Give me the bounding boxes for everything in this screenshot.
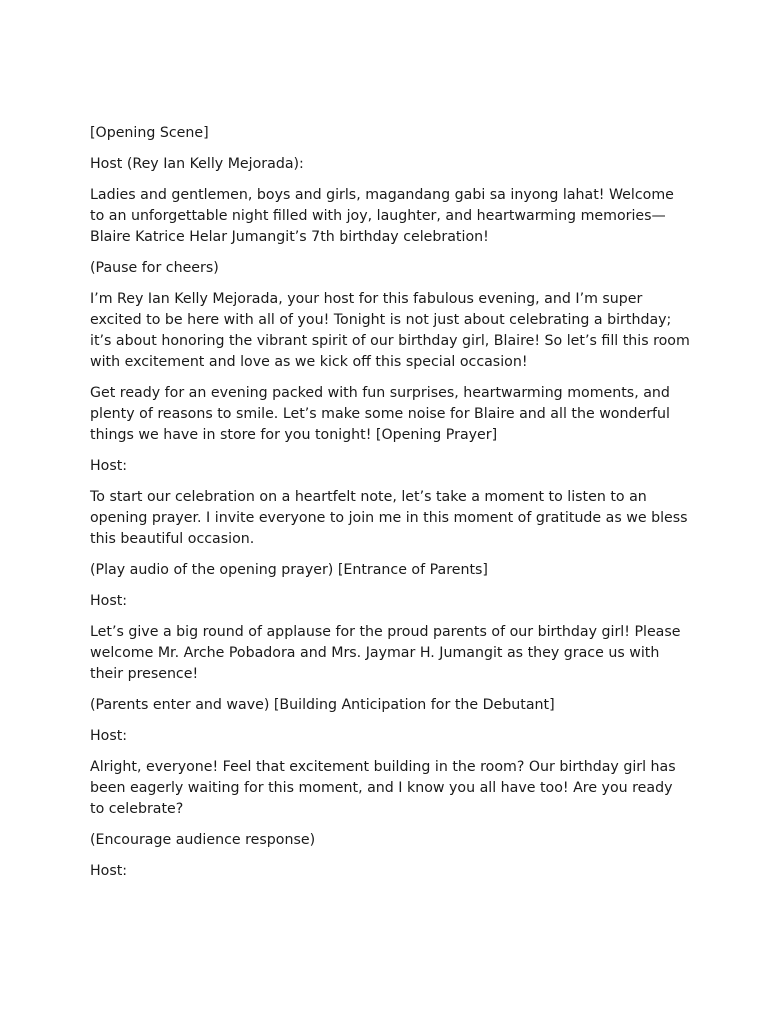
host-speech: Alright, everyone! Feel that excitement building in the room? Our birthday girl has been eagerly waiting for this moment, and I know you all have too! Are you ready to celebrate? (90, 759, 676, 817)
speaker-line: Host: (90, 863, 128, 879)
stage-direction: (Play audio of the opening prayer) [Entrance of Parents] (90, 562, 488, 578)
speaker-line: Host: (90, 593, 128, 609)
host-speech: Get ready for an evening packed with fun surprises, heartwarming moments, and plenty of reasons to smile. Let’s make some noise for Blaire and all the wonderful things we have in store for you tonight! [Opening Prayer] (90, 385, 670, 443)
host-speech: Let’s give a big round of applause for the proud parents of our birthday girl! Please welcome Mr. Arche Pobadora and Mrs. Jaymar H. Jumangit as they grace us with their presence! (90, 624, 681, 682)
stage-direction: (Parents enter and wave) [Building Anticipation for the Debutant] (90, 697, 555, 713)
speaker-line: Host: (90, 728, 128, 744)
stage-direction: (Encourage audience response) (90, 832, 316, 848)
stage-direction: (Pause for cheers) (90, 260, 219, 276)
speaker-line: Host: (90, 458, 128, 474)
document-page (90, 123, 690, 892)
speaker-line: Host (Rey Ian Kelly Mejorada): (90, 156, 304, 172)
scene-heading: [Opening Scene] (90, 125, 209, 141)
host-speech: To start our celebration on a heartfelt note, let’s take a moment to listen to an opening prayer. I invite everyone to join me in this moment of gratitude as we bless this beautiful occasion. (90, 489, 688, 547)
host-speech: I’m Rey Ian Kelly Mejorada, your host for this fabulous evening, and I’m super excited to be here with all of you! Tonight is not just about celebrating a birthday; it’s about honoring the vibrant spirit of our birthday girl, Blaire! So let’s fill this room with excitement and love as we kick off this special occasion! (90, 291, 690, 370)
host-speech: Ladies and gentlemen, boys and girls, magandang gabi sa inyong lahat! Welcome to an unforgettable night filled with joy, laughter, and heartwarming memories—Blaire Katrice Helar Jumangit’s 7th birthday celebration! (90, 187, 674, 245)
